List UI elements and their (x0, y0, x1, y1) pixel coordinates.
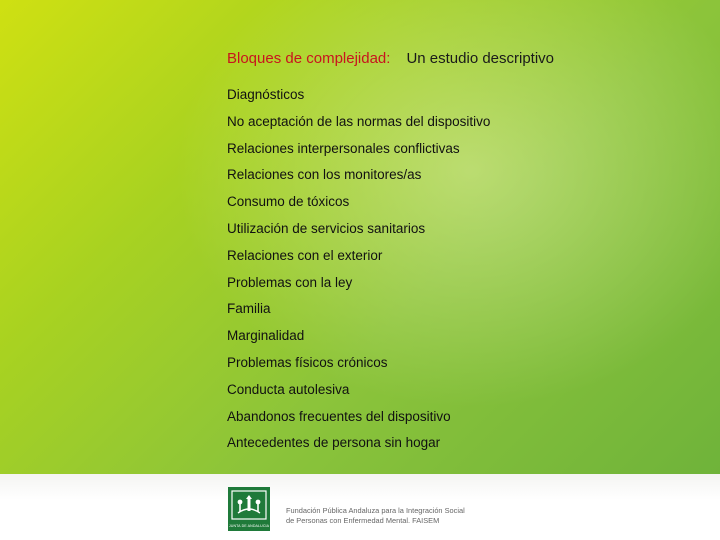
org-line-1: Fundación Pública Andaluza para la Integración Social (286, 506, 465, 515)
list-item: Diagnósticos (227, 87, 305, 102)
junta-andalucia-logo (228, 487, 270, 531)
list-item: Problemas físicos crónicos (227, 354, 388, 370)
list-item: Relaciones con el exterior (227, 247, 383, 263)
list-item: Marginalidad (227, 328, 305, 344)
list-item: Antecedentes de persona sin hogar (227, 435, 441, 451)
list-item: Relaciones interpersonales conflictivas (227, 140, 460, 156)
organization-name (286, 506, 465, 525)
list-item: Abandonos frecuentes del dispositivo (227, 408, 451, 424)
list-item: Familia (227, 301, 271, 317)
list-item: Consumo de tóxicos (227, 194, 350, 210)
junta-emblem-icon (228, 487, 270, 523)
list-item: Problemas con la ley (227, 274, 353, 290)
list-item: Conducta autolesiva (227, 381, 350, 397)
org-line-2: de Personas con Enfermedad Mental. FAISEM (286, 515, 440, 525)
title-heading: Bloques de complejidad: (227, 50, 391, 67)
footer-bar (0, 474, 720, 540)
slide-title (227, 50, 554, 67)
logo-caption: JUNTA DE ANDALUCIA (228, 524, 270, 528)
list-item: Utilización de servicios sanitarios (227, 220, 426, 236)
title-subheading: Un estudio descriptivo (406, 50, 555, 67)
list-item: No aceptación de las normas del dispositivo (227, 113, 491, 129)
complexity-list (227, 86, 490, 461)
list-item: Relaciones con los monitores/as (227, 167, 422, 183)
